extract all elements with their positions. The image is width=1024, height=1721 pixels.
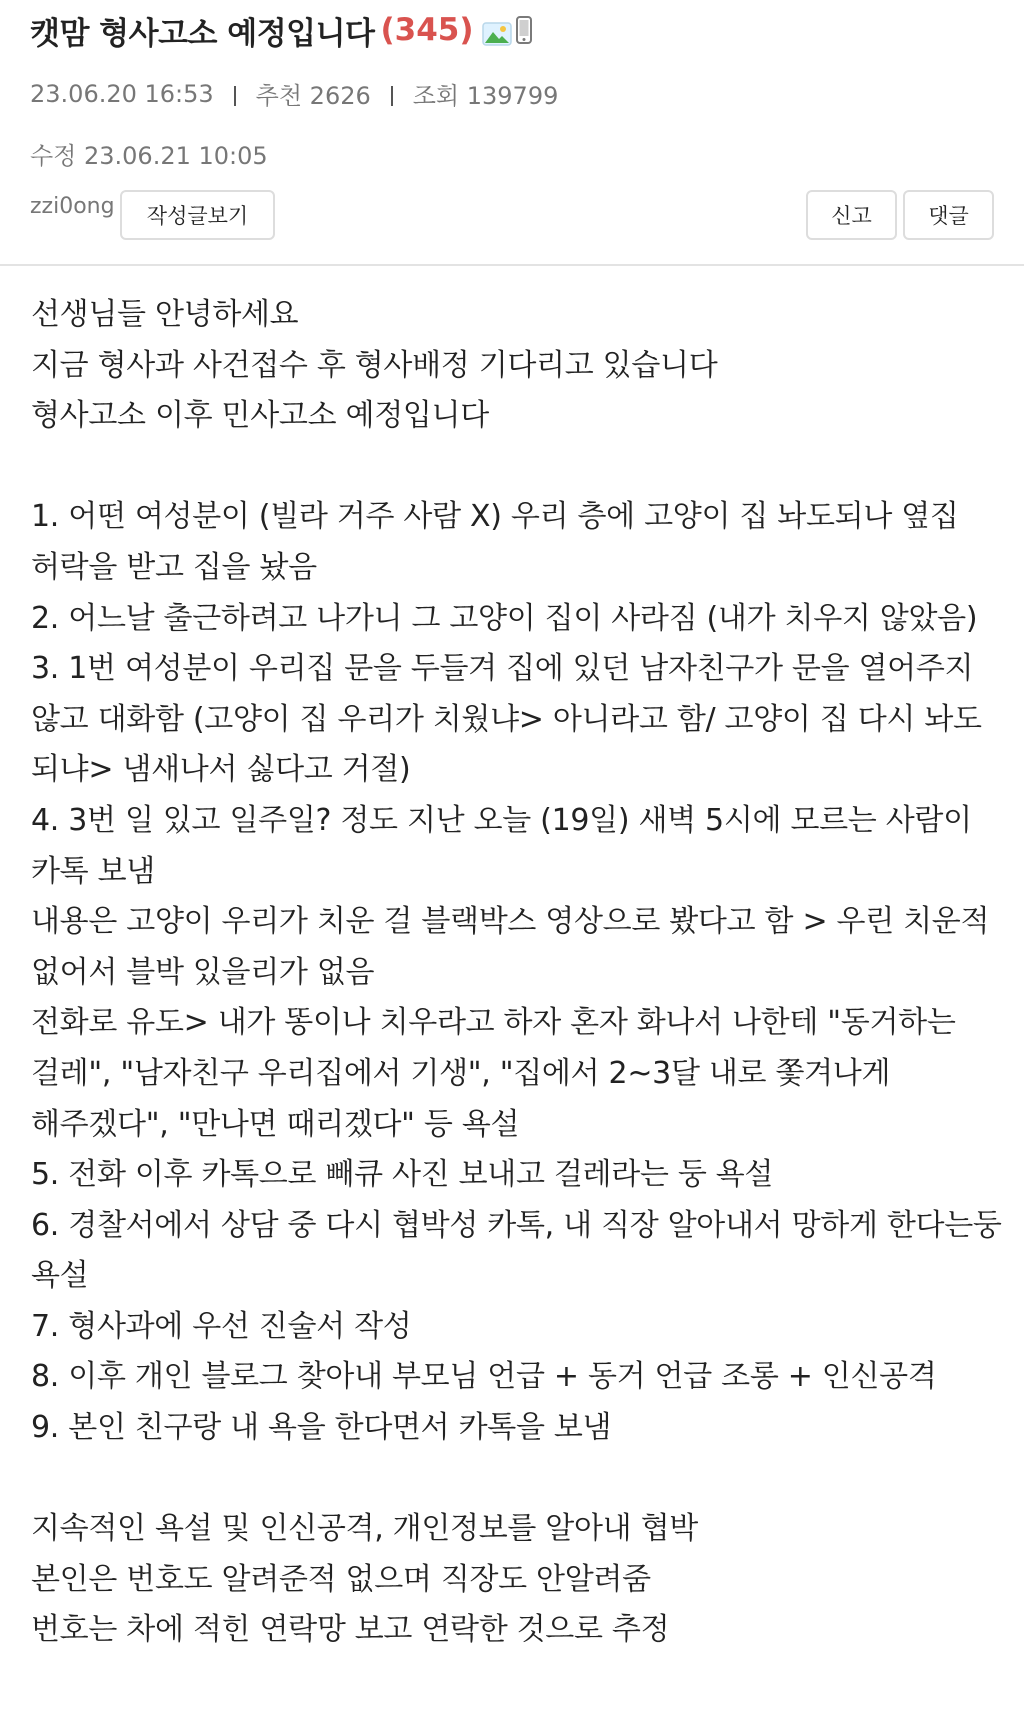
edited-date: 수정 23.06.21 10:05: [30, 142, 268, 170]
mobile-icon: [516, 16, 532, 44]
body-item: 3. 1번 여성분이 우리집 문을 두들겨 집에 있던 남자친구가 문을 열어주지 않고 대화함 (고양이 집 우리가 치웠냐> 아니라고 함/ 고양이 집 다시 놔도 되냐> 냄새나서 싫다고 거절): [31, 651, 982, 788]
body-line: 형사고소 이후 민사고소 예정입니다: [31, 398, 489, 434]
view-posts-button[interactable]: 작성글보기: [120, 190, 275, 240]
body-item: 6. 경찰서에서 상담 중 다시 협박성 카톡, 내 직장 알아내서 망하게 한다는둥 욕설: [31, 1207, 1002, 1294]
blank-line: [31, 1454, 1006, 1505]
body-item: 2. 어느날 출근하려고 나가니 그 고양이 집이 사라짐 (내가 치우지 않았음): [31, 600, 978, 636]
view-count: 조회 139799: [412, 82, 559, 110]
meta-divider: [391, 86, 393, 106]
post-title-row: [30, 8, 532, 52]
post-body: [31, 290, 1006, 1656]
body-item: 8. 이후 개인 블로그 찾아내 부모님 언급 + 동거 언급 조롱 + 인신공격: [31, 1359, 937, 1395]
body-line: 지금 형사과 사건접수 후 형사배정 기다리고 있습니다: [31, 347, 718, 383]
comment-button[interactable]: 댓글: [903, 190, 994, 240]
author-row: [30, 190, 994, 244]
body-item: 1. 어떤 여성분이 (빌라 거주 사람 X) 우리 층에 고양이 집 놔도되나 옆집 허락을 받고 집을 놨음: [31, 499, 959, 585]
post-meta: [30, 76, 558, 111]
post-header: [0, 0, 1024, 266]
comment-count[interactable]: (345): [380, 12, 474, 48]
post-date: 23.06.20 16:53: [30, 79, 214, 108]
body-item: 내용은 고양이 우리가 치운 걸 블랙박스 영상으로 봤다고 함 > 우린 치운적 없어서 블박 있을리가 없음: [31, 904, 990, 990]
report-button[interactable]: 신고: [806, 190, 897, 240]
body-item: 전화로 유도> 내가 똥이나 치우라고 하자 혼자 화나서 나한테 "동거하는 걸레", "남자친구 우리집에서 기생", "집에서 2~3달 내로 쫓겨나게 해주겠다", "만나면 때리겠다" 등 욕설: [31, 1005, 956, 1142]
image-icon: [482, 18, 512, 42]
body-item: 4. 3번 일 있고 일주일? 정도 지난 오늘 (19일) 새벽 5시에 모르는 사람이 카톡 보냄: [31, 802, 972, 889]
author-name[interactable]: zzi0ong: [30, 194, 115, 219]
body-item: 9. 본인 친구랑 내 욕을 한다면서 카톡을 보냄: [31, 1410, 612, 1446]
blank-line: [31, 442, 1006, 493]
recommend-count: 추천 2626: [255, 82, 371, 110]
body-item: 5. 전화 이후 카톡으로 빼큐 사진 보내고 걸레라는 둥 욕설: [31, 1157, 774, 1193]
body-line: 선생님들 안녕하세요: [31, 297, 299, 332]
body-item: 7. 형사과에 우선 진술서 작성: [31, 1308, 412, 1344]
post-title: 캣맘 형사고소 예정입니다: [30, 15, 375, 52]
summary-line: 번호는 차에 적힌 연락망 보고 연락한 것으로 추정: [31, 1612, 670, 1648]
meta-divider: [234, 86, 236, 106]
summary-line: 지속적인 욕설 및 인신공격, 개인정보를 알아내 협박: [31, 1511, 698, 1547]
summary-line: 본인은 번호도 알려준적 없으며 직장도 안알려줌: [31, 1561, 651, 1597]
